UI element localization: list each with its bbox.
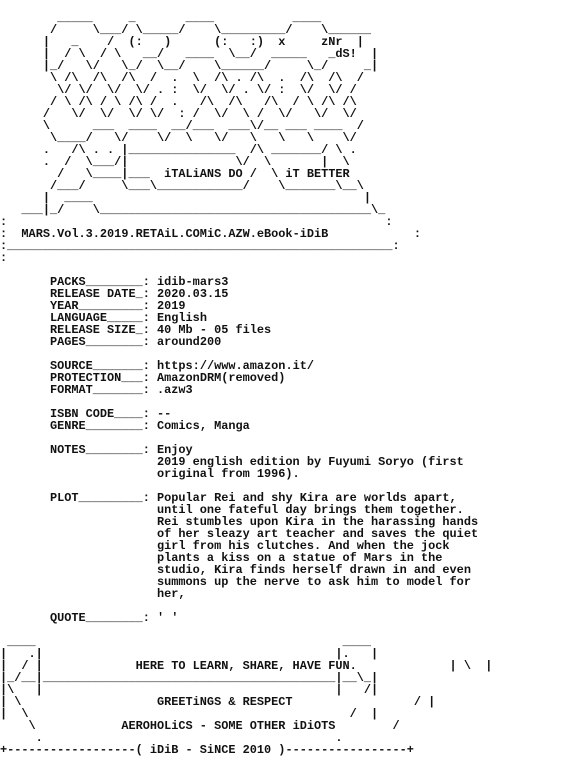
plot-line: Rei stumbles upon Kira in the harassing hands (156, 515, 479, 529)
ascii-art-line: \/ \/ \/ \/ . : \/ \/ . \/ : \/ \/ / (0, 83, 357, 97)
plot-line: her, (156, 587, 186, 601)
ascii-art-line: /___/ \___\____________/ \_______\__\ (0, 179, 364, 193)
plot-line: plants a kiss on a statue of Mars in the (156, 551, 443, 565)
footer-greetings-title-row: | \ GREETiNGS & RESPECT / | (0, 695, 436, 709)
footer-frame-row: |\ | | /| (0, 683, 379, 697)
info-row-year: YEAR_________: 2019 (49, 299, 186, 313)
info-row-format: FORMAT_______: .azw3 (49, 383, 193, 397)
release-name-row: : MARS.Vol.3.2019.RETAiL.COMiC.AZW.eBook-iDiB : (0, 227, 422, 241)
plot-line: summons up the nerve to ask him to model for (156, 575, 471, 589)
info-label: RELEASE DATE_ (49, 287, 143, 301)
notes-continuation (0, 468, 584, 480)
info-row-release-size: RELEASE SIZE_: 40 Mb - 05 files (49, 323, 272, 337)
info-label: PACKS________ (49, 275, 143, 289)
ascii-art-line: ___|_/ \______________________________________\_ (0, 203, 386, 217)
plot-line: girl from his clutches. And when the jock (156, 539, 450, 553)
ascii-art-line: |_/ \/ \_/ \__/ \______/ \_/ _| (0, 59, 379, 73)
info-row-genre: GENRE________: Comics, Manga (49, 419, 250, 433)
notes-line: Enjoy (157, 443, 193, 457)
info-value: 2019 (157, 299, 186, 313)
footer-motto: HERE TO LEARN, SHARE, HAVE FUN. (135, 659, 357, 673)
info-value: https://www.amazon.it/ (157, 359, 314, 373)
info-label: NOTES________ (49, 443, 143, 457)
footer-since: ( iDiB - SiNCE 2010 ) (135, 743, 286, 757)
header-frame-tail: : (0, 251, 8, 265)
notes-line: 2019 english edition by Fuyumi Soryo (first (156, 455, 464, 469)
info-row-language: LANGUAGE_____: English (49, 311, 207, 325)
ascii-art-line: / \___/ \_____/ \_________/ \______ (0, 23, 372, 37)
footer-since-row: +------------------( iDiB - SiNCE 2010 )-----------------+ (0, 743, 414, 757)
info-value: 40 Mb - 05 files (157, 323, 272, 337)
greetings-list: AEROHOLiCS - SOME OTHER iDiOTS (121, 719, 336, 733)
ascii-art-line: | / \ / \ __/ ____ \__/ _____ _dS! | (0, 47, 379, 61)
info-label: FORMAT_______ (49, 383, 143, 397)
info-row-notes: NOTES________: Enjoy (49, 443, 193, 457)
info-value: 2020.03.15 (157, 287, 229, 301)
info-value: Comics, Manga (157, 419, 250, 433)
info-row-release-date: RELEASE DATE_: 2020.03.15 (49, 287, 229, 301)
ascii-art-line: \ ___ ____ __/___ ___\/__ ___ ____ / (0, 119, 364, 133)
footer-frame-row: |_/__|_________________________________________|__\_| (0, 671, 379, 685)
plot-line: of her sleazy art teacher and saves the quiet (156, 527, 479, 541)
info-label: LANGUAGE_____ (49, 311, 143, 325)
info-row-packs: PACKS________: idib-mars3 (49, 275, 229, 289)
info-label: PAGES________ (49, 335, 143, 349)
info-label: SOURCE_______ (49, 359, 143, 373)
ascii-art-line: _____ _ ____ ____ (0, 11, 322, 25)
info-row-plot: PLOT_________: Popular Rei and shy Kira are worlds apart, (49, 491, 457, 505)
info-value: idib-mars3 (157, 275, 229, 289)
info-row-pages: PAGES________: around200 (49, 335, 222, 349)
info-label: ISBN CODE____ (49, 407, 143, 421)
info-value: -- (157, 407, 172, 421)
footer-greetings-row: \ AEROHOLiCS - SOME OTHER iDiOTS / (0, 719, 400, 733)
info-value: English (157, 311, 207, 325)
ascii-art-line: . / \___/| \/ \ | \ (0, 155, 350, 169)
info-value: .azw3 (157, 383, 193, 397)
info-label: GENRE________ (49, 419, 143, 433)
plot-line: Popular Rei and shy Kira are worlds apart, (157, 491, 457, 505)
footer-frame-row: | \ / | (0, 707, 379, 721)
footer-frame-row: . . (0, 731, 343, 745)
info-row-isbn: ISBN CODE____: -- (49, 407, 172, 421)
info-value: ' ' (157, 611, 179, 625)
notes-line: original from 1996). (156, 467, 300, 481)
greetings-title: GREETiNGS & RESPECT (156, 695, 293, 709)
header-frame-top: : : (0, 215, 393, 229)
footer-motto-row: | / | HERE TO LEARN, SHARE, HAVE FUN. | \ | (0, 659, 493, 673)
info-row-quote: QUOTE________: ' ' (49, 611, 179, 625)
footer-frame-top: ____ ____ (0, 635, 372, 649)
plot-continuation (0, 588, 584, 600)
ascii-art-line: / \____|___ iTALiANS DO / \ iT BETTER (0, 167, 350, 181)
ascii-art-line: | _ / (: ) (: :) x zNr | (0, 35, 364, 49)
info-value: AmazonDRM(removed) (157, 371, 286, 385)
release-name: MARS.Vol.3.2019.RETAiL.COMiC.AZW.eBook-iDiB (21, 227, 329, 241)
info-label: YEAR_________ (49, 299, 143, 313)
info-row-source: SOURCE_______: https://www.amazon.it/ (49, 359, 314, 373)
ascii-art-line: \____/ \/ \/ \ \/ \ \ \ \/ (0, 131, 357, 145)
ascii-art-line: / \/ \/ \/ \/ : / \/ \ / \/ \/ \/ (0, 107, 357, 121)
footer-frame-row: | .| |. | (0, 647, 379, 661)
info-value: around200 (157, 335, 222, 349)
info-label: PROTECTION___ (49, 371, 143, 385)
ascii-art-line: . /\ . . |_______________ /\ _______/ \ . (0, 143, 357, 157)
info-label: RELEASE SIZE_ (49, 323, 143, 337)
info-label: QUOTE________ (49, 611, 143, 625)
ascii-art-line: \ /\ /\ /\ / . \ /\ . /\ . /\ /\ / (0, 71, 364, 85)
header-frame-bottom: :______________________________________________________: (0, 239, 400, 253)
info-row-protection: PROTECTION___: AmazonDRM(removed) (49, 371, 286, 385)
plot-line: until one fateful day brings them together. (156, 503, 464, 517)
ascii-art-line: | ____ | (0, 191, 372, 205)
ascii-art-line: / \ /\ / \ /\ / . /\ /\ /\ / \ /\ /\ (0, 95, 357, 109)
plot-line: studio, Kira finds herself drawn in and even (156, 563, 471, 577)
info-label: PLOT_________ (49, 491, 143, 505)
